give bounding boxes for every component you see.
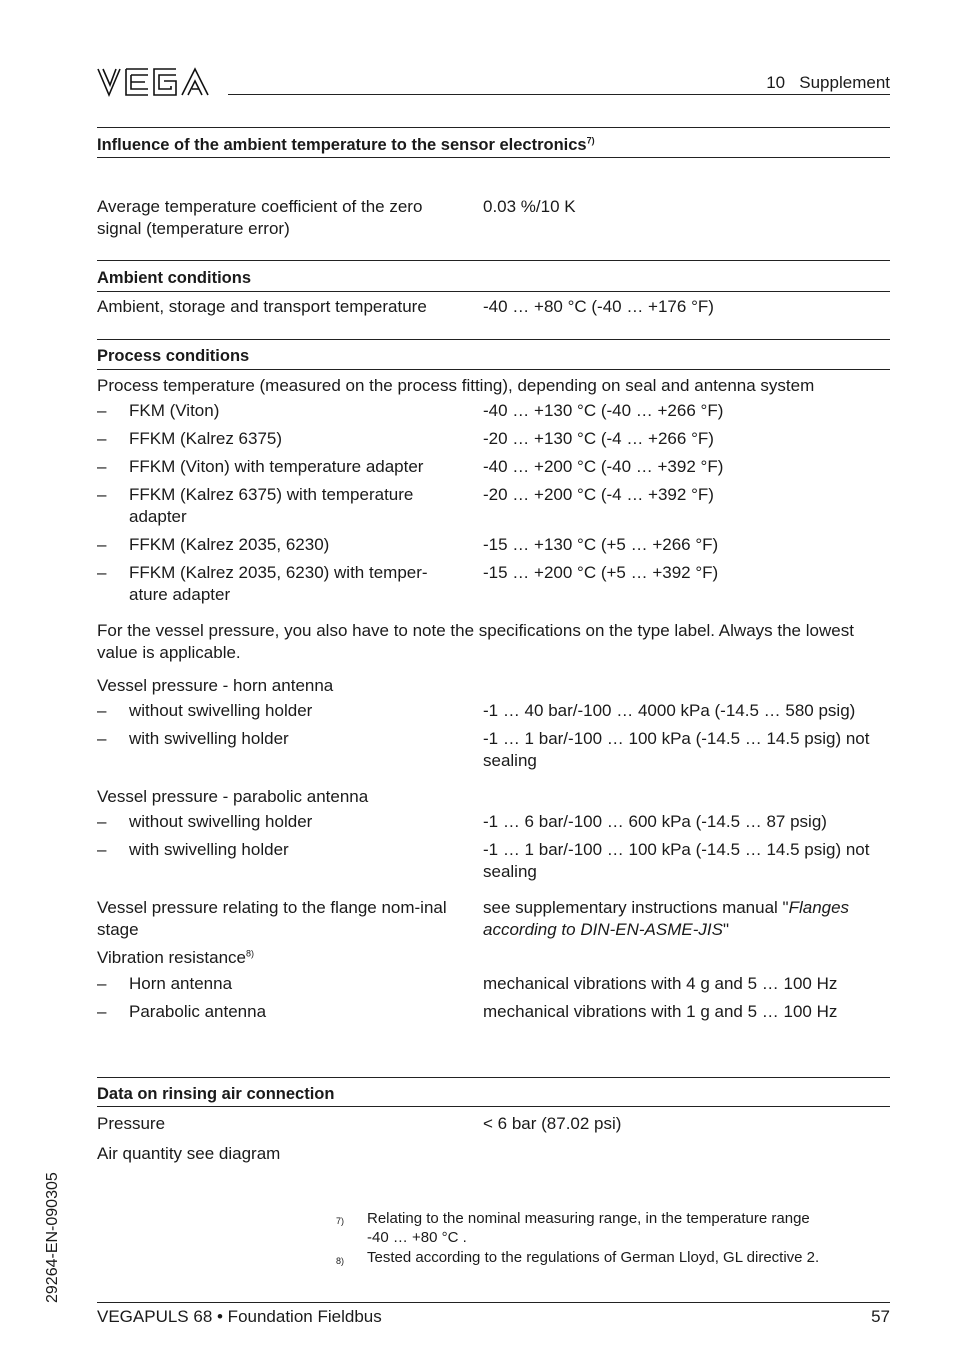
dash: – bbox=[97, 563, 107, 582]
page-number: 57 bbox=[871, 1307, 890, 1326]
footnote-text: -40 … +80 °C . bbox=[367, 1229, 467, 1246]
footnote-ref: 8) bbox=[246, 948, 255, 959]
pressure-value: -1 … 1 bar/-100 … 100 kPa (-14.5 … 14.5 psig) not sealing bbox=[483, 729, 870, 770]
dash: – bbox=[97, 840, 107, 859]
vibration-title-text: Vibration resistance bbox=[97, 948, 246, 967]
spec-value: -40 … +80 °C (-40 … +176 °F) bbox=[483, 297, 714, 316]
spec-value: < 6 bar (87.02 psi) bbox=[483, 1114, 622, 1133]
rule bbox=[97, 260, 890, 261]
seal-value: -40 … +130 °C (-40 … +266 °F) bbox=[483, 401, 724, 420]
footnote-text: Tested according to the regulations of German Lloyd, GL directive 2. bbox=[367, 1249, 820, 1266]
dash: – bbox=[97, 729, 107, 748]
pressure-label: with swivelling holder bbox=[129, 840, 289, 859]
section-heading: Data on rinsing air connection bbox=[97, 1085, 335, 1103]
flange-value-post: " bbox=[722, 920, 729, 939]
dash: – bbox=[97, 1002, 107, 1021]
spec-label: Air quantity see diagram bbox=[97, 1144, 281, 1163]
rule bbox=[97, 291, 890, 292]
rule bbox=[97, 369, 890, 370]
spec-value: 0.03 %/10 K bbox=[483, 197, 576, 216]
vibration-label: Parabolic antenna bbox=[129, 1002, 267, 1021]
footnote-mark: 8) bbox=[336, 1256, 345, 1266]
dash: – bbox=[97, 457, 107, 476]
vega-logo bbox=[96, 66, 214, 98]
pressure-label: without swivelling holder bbox=[129, 812, 313, 831]
footnote-ref: 7) bbox=[586, 135, 595, 146]
pressure-value: -1 … 40 bar/-100 … 4000 kPa (-14.5 … 580 psig) bbox=[483, 701, 856, 720]
seal-value: -20 … +200 °C (-4 … +392 °F) bbox=[483, 485, 714, 504]
dash: – bbox=[97, 974, 107, 993]
flange-label: Vessel pressure relating to the flange nom-inal stage bbox=[97, 898, 447, 939]
seal-value: -40 … +200 °C (-40 … +392 °F) bbox=[483, 457, 724, 476]
section-heading: Ambient conditions bbox=[97, 269, 251, 287]
rule bbox=[97, 1106, 890, 1107]
subsection-title: Vessel pressure - horn antenna bbox=[97, 676, 334, 695]
process-intro: Process temperature (measured on the process fitting), depending on seal and antenna system bbox=[97, 376, 815, 395]
flange-value bbox=[483, 897, 893, 941]
pressure-note: For the vessel pressure, you also have to note the specifications on the type label. Always the lowest value is applicable. bbox=[97, 621, 854, 662]
rule bbox=[97, 1077, 890, 1078]
heading-text: Influence of the ambient temperature to the sensor electronics bbox=[97, 136, 587, 154]
footer-title: VEGAPULS 68 • Foundation Fieldbus bbox=[97, 1307, 382, 1326]
seal-label: FFKM (Kalrez 6375) with temperature adapter bbox=[129, 485, 414, 526]
flange-value-pre: see supplementary instructions manual " bbox=[483, 898, 789, 917]
dash: – bbox=[97, 535, 107, 554]
seal-value: -15 … +200 °C (+5 … +392 °F) bbox=[483, 563, 719, 582]
footnote-text: Relating to the nominal measuring range, in the temperature range bbox=[367, 1210, 810, 1227]
pressure-label: with swivelling holder bbox=[129, 729, 289, 748]
dash: – bbox=[97, 701, 107, 720]
spec-label: Average temperature coefficient of the zero signal (temperature error) bbox=[97, 197, 423, 238]
flange-doc-title: Flanges according to DIN-EN-ASME-JIS bbox=[483, 898, 850, 939]
pressure-value: -1 … 6 bar/-100 … 600 kPa (-14.5 … 87 psig) bbox=[483, 812, 827, 831]
seal-label: FKM (Viton) bbox=[129, 401, 220, 420]
logo-rule bbox=[228, 94, 890, 95]
seal-label: FFKM (Kalrez 2035, 6230) bbox=[129, 535, 330, 554]
seal-label: FFKM (Viton) with temperature adapter bbox=[129, 457, 424, 476]
dash: – bbox=[97, 429, 107, 448]
spec-label: Pressure bbox=[97, 1114, 166, 1133]
seal-label: FFKM (Kalrez 2035, 6230) with temper-ature adapter bbox=[129, 563, 428, 604]
dash: – bbox=[97, 812, 107, 831]
pressure-label: without swivelling holder bbox=[129, 701, 313, 720]
header-section: 10 Supplement bbox=[766, 73, 890, 92]
seal-label: FFKM (Kalrez 6375) bbox=[129, 429, 283, 448]
vibration-title bbox=[97, 947, 467, 969]
section-heading: Process conditions bbox=[97, 347, 250, 365]
document-number: 29264-EN-090305 bbox=[44, 1172, 61, 1303]
dash: – bbox=[97, 485, 107, 504]
footer-rule bbox=[97, 1302, 890, 1303]
vibration-value: mechanical vibrations with 1 g and 5 … 100 Hz bbox=[483, 1002, 838, 1021]
vibration-label: Horn antenna bbox=[129, 974, 233, 993]
seal-value: -20 … +130 °C (-4 … +266 °F) bbox=[483, 429, 714, 448]
seal-value: -15 … +130 °C (+5 … +266 °F) bbox=[483, 535, 719, 554]
subsection-title: Vessel pressure - parabolic antenna bbox=[97, 787, 369, 806]
spec-label: Ambient, storage and transport temperature bbox=[97, 297, 427, 316]
dash: – bbox=[97, 401, 107, 420]
rule bbox=[97, 339, 890, 340]
rule bbox=[97, 157, 890, 158]
vibration-value: mechanical vibrations with 4 g and 5 … 100 Hz bbox=[483, 974, 838, 993]
footnote-mark: 7) bbox=[336, 1216, 345, 1226]
section-heading bbox=[97, 134, 595, 156]
pressure-value: -1 … 1 bar/-100 … 100 kPa (-14.5 … 14.5 psig) not sealing bbox=[483, 840, 870, 881]
rule bbox=[97, 127, 890, 128]
